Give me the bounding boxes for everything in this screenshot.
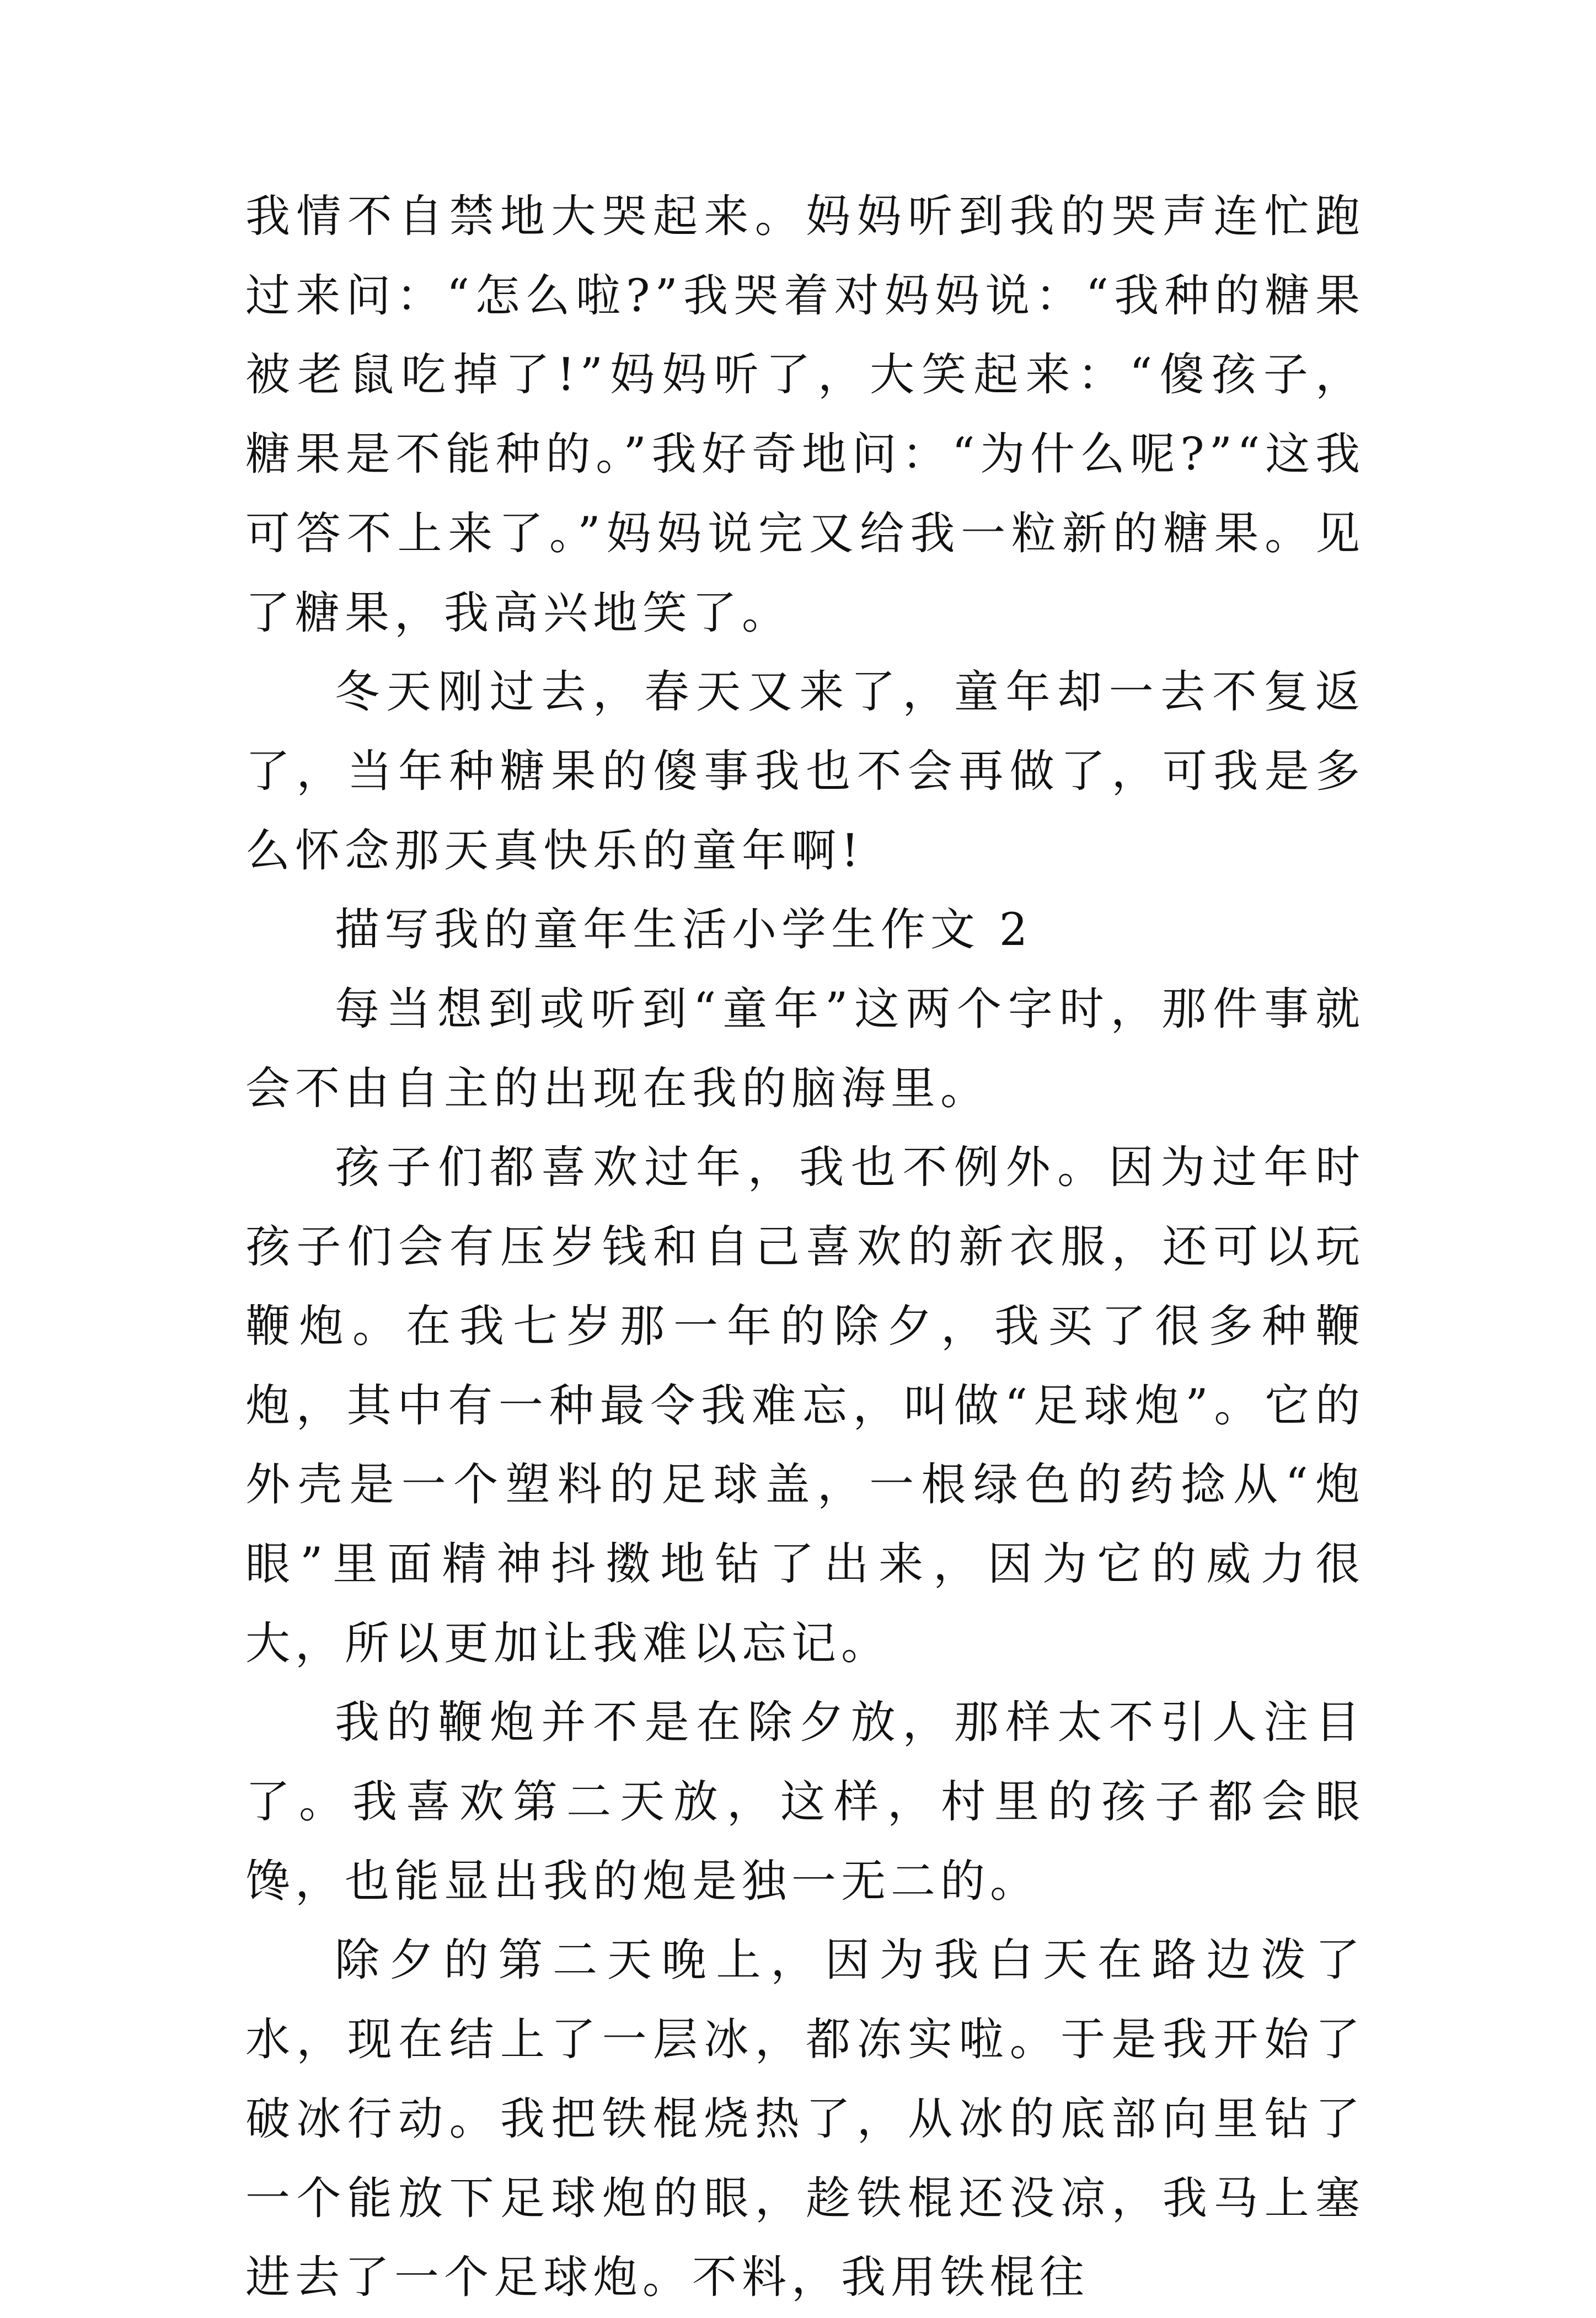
paragraph: 每当想到或听到“童年”这两个字时，那件事就会不由自主的出现在我的脑海里。 [245,984,1365,1115]
section-heading: 描写我的童年生活小学生作文 2 [335,904,1033,957]
document-body [245,178,1365,2318]
paragraph: 我的鞭炮并不是在除夕放，那样太不引人注目了。我喜欢第二天放，这样，村里的孩子都会眼馋，也能显出我的炮是独一无二的。 [245,1697,1365,1908]
paragraph-continuation: 我情不自禁地大哭起来。妈妈听到我的哭声连忙跑过来问：“怎么啦?”我哭着对妈妈说：“我种的糖果被老鼠吃掉了!”妈妈听了，大笑起来：“傻孩子，糖果是不能种的。”我好奇地问：“为什么呢?”“这我可答不上来了。”妈妈说完又给我一粒新的糖果。见了糖果，我高兴地笑了。 [245,191,1365,639]
paragraph: 除夕的第二天晚上，因为我白天在路边泼了水，现在结上了一层冰，都冻实啦。于是我开始了破冰行动。我把铁棍烧热了，从冰的底部向里钻了一个能放下足球炮的眼，趁铁棍还没凉，我马上塞进去了一个足球炮。不料，我用铁棍往 [245,1935,1365,2304]
paragraph: 孩子们都喜欢过年，我也不例外。因为过年时孩子们会有压岁钱和自己喜欢的新衣服，还可以玩鞭炮。在我七岁那一年的除夕，我买了很多种鞭炮，其中有一种最令我难忘，叫做“足球炮”。它的外壳是一个塑料的足球盖，一根绿色的药捻从“炮眼”里面精神抖擞地钻了出来，因为它的威力很大，所以更加让我难以忘记。 [245,1142,1365,1670]
paragraph: 冬天刚过去，春天又来了，童年却一去不复返了，当年种糖果的傻事我也不会再做了，可我是多么怀念那天真快乐的童年啊! [245,666,1365,877]
